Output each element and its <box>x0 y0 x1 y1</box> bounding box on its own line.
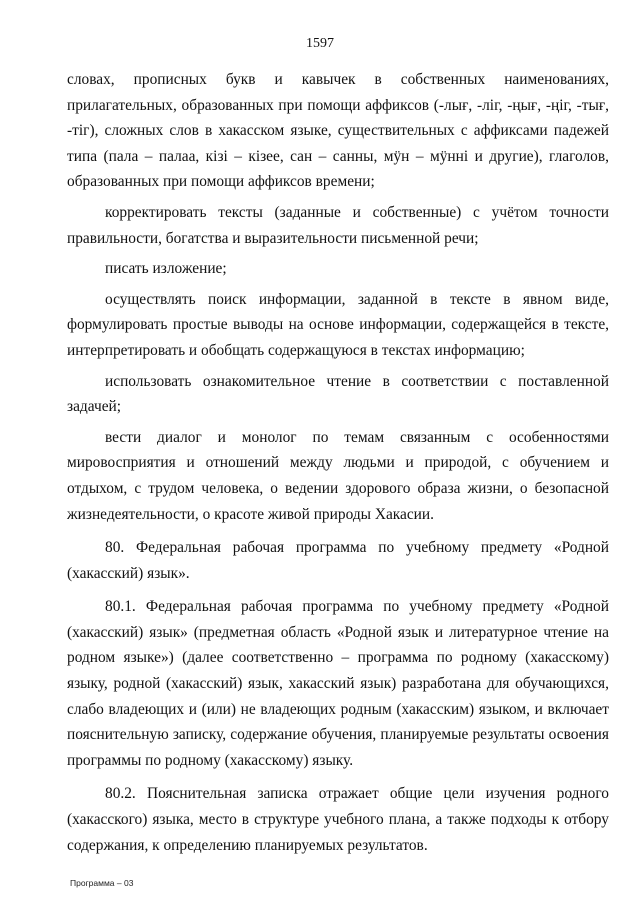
paragraph-dialogue: вести диалог и монолог по темам связанным с особенностями мировосприятия и отношений между людьми и природой, с обучением и отдыхом, с трудом человека, о ведении здорового образа жизни, о безопасной жизнедеятельности, о красоте живой природы Хакасии. <box>67 428 609 523</box>
paragraph-correct-texts: корректировать тексты (заданные и собственные) с учётом точности правильности, богатства и выразительности письменной речи; <box>67 203 609 247</box>
paragraph-information-search: осуществлять поиск информации, заданной в тексте в явном виде, формулировать простые выводы на основе информации, содержащейся в тексте, интерпретировать и обобщать содержащуюся в текстах информацию; <box>67 290 609 359</box>
paragraph-write-summary: писать изложение; <box>105 260 227 278</box>
paragraph-80-1: 80.1. Федеральная рабочая программа по учебному предмету «Родной (хакасский) язык» (предметная область «Родной язык и литературное чтение на родном языке») (далее соответственно – программа по родному (хакасскому) языку, родной (хакасский) язык, хакасский язык) разработана для обучающихся, слабо владеющих и (или) не владеющих родным (хакасским) языком, и включает пояснительную записку, содержание обучения, планируемые результаты освоения программы по родному (хакасскому) языку. <box>67 598 609 769</box>
paragraph-reading: использовать ознакомительное чтение в соответствии с поставленной задачей; <box>67 372 609 416</box>
document-body <box>67 67 609 863</box>
page-number: 1597 <box>306 36 334 51</box>
paragraph-80-2: 80.2. Пояснительная записка отражает общие цели изучения родного (хакасского) языка, место в структуре учебного плана, а также подходы к отбору содержания, к определению планируемых результатов. <box>67 785 609 854</box>
page-footer: Программа – 03 <box>70 878 134 888</box>
section-heading-80: 80. Федеральная рабочая программа по учебному предмету «Родной (хакасский) язык». <box>67 539 609 582</box>
paragraph-continuation: словах, прописных букв и кавычек в собственных наименованиях, прилагательных, образованных при помощи аффиксов (-лығ, -ліг, -ңығ, -ңіг, -тығ, -тіг), сложных слов в хакасском языке, существительных с аффиксами падежей типа (пала – палаа, кізі – кізее, сан – санны, мӱн – мӱнні и другие), глаголов, образованных при помощи аффиксов времени; <box>67 71 609 191</box>
